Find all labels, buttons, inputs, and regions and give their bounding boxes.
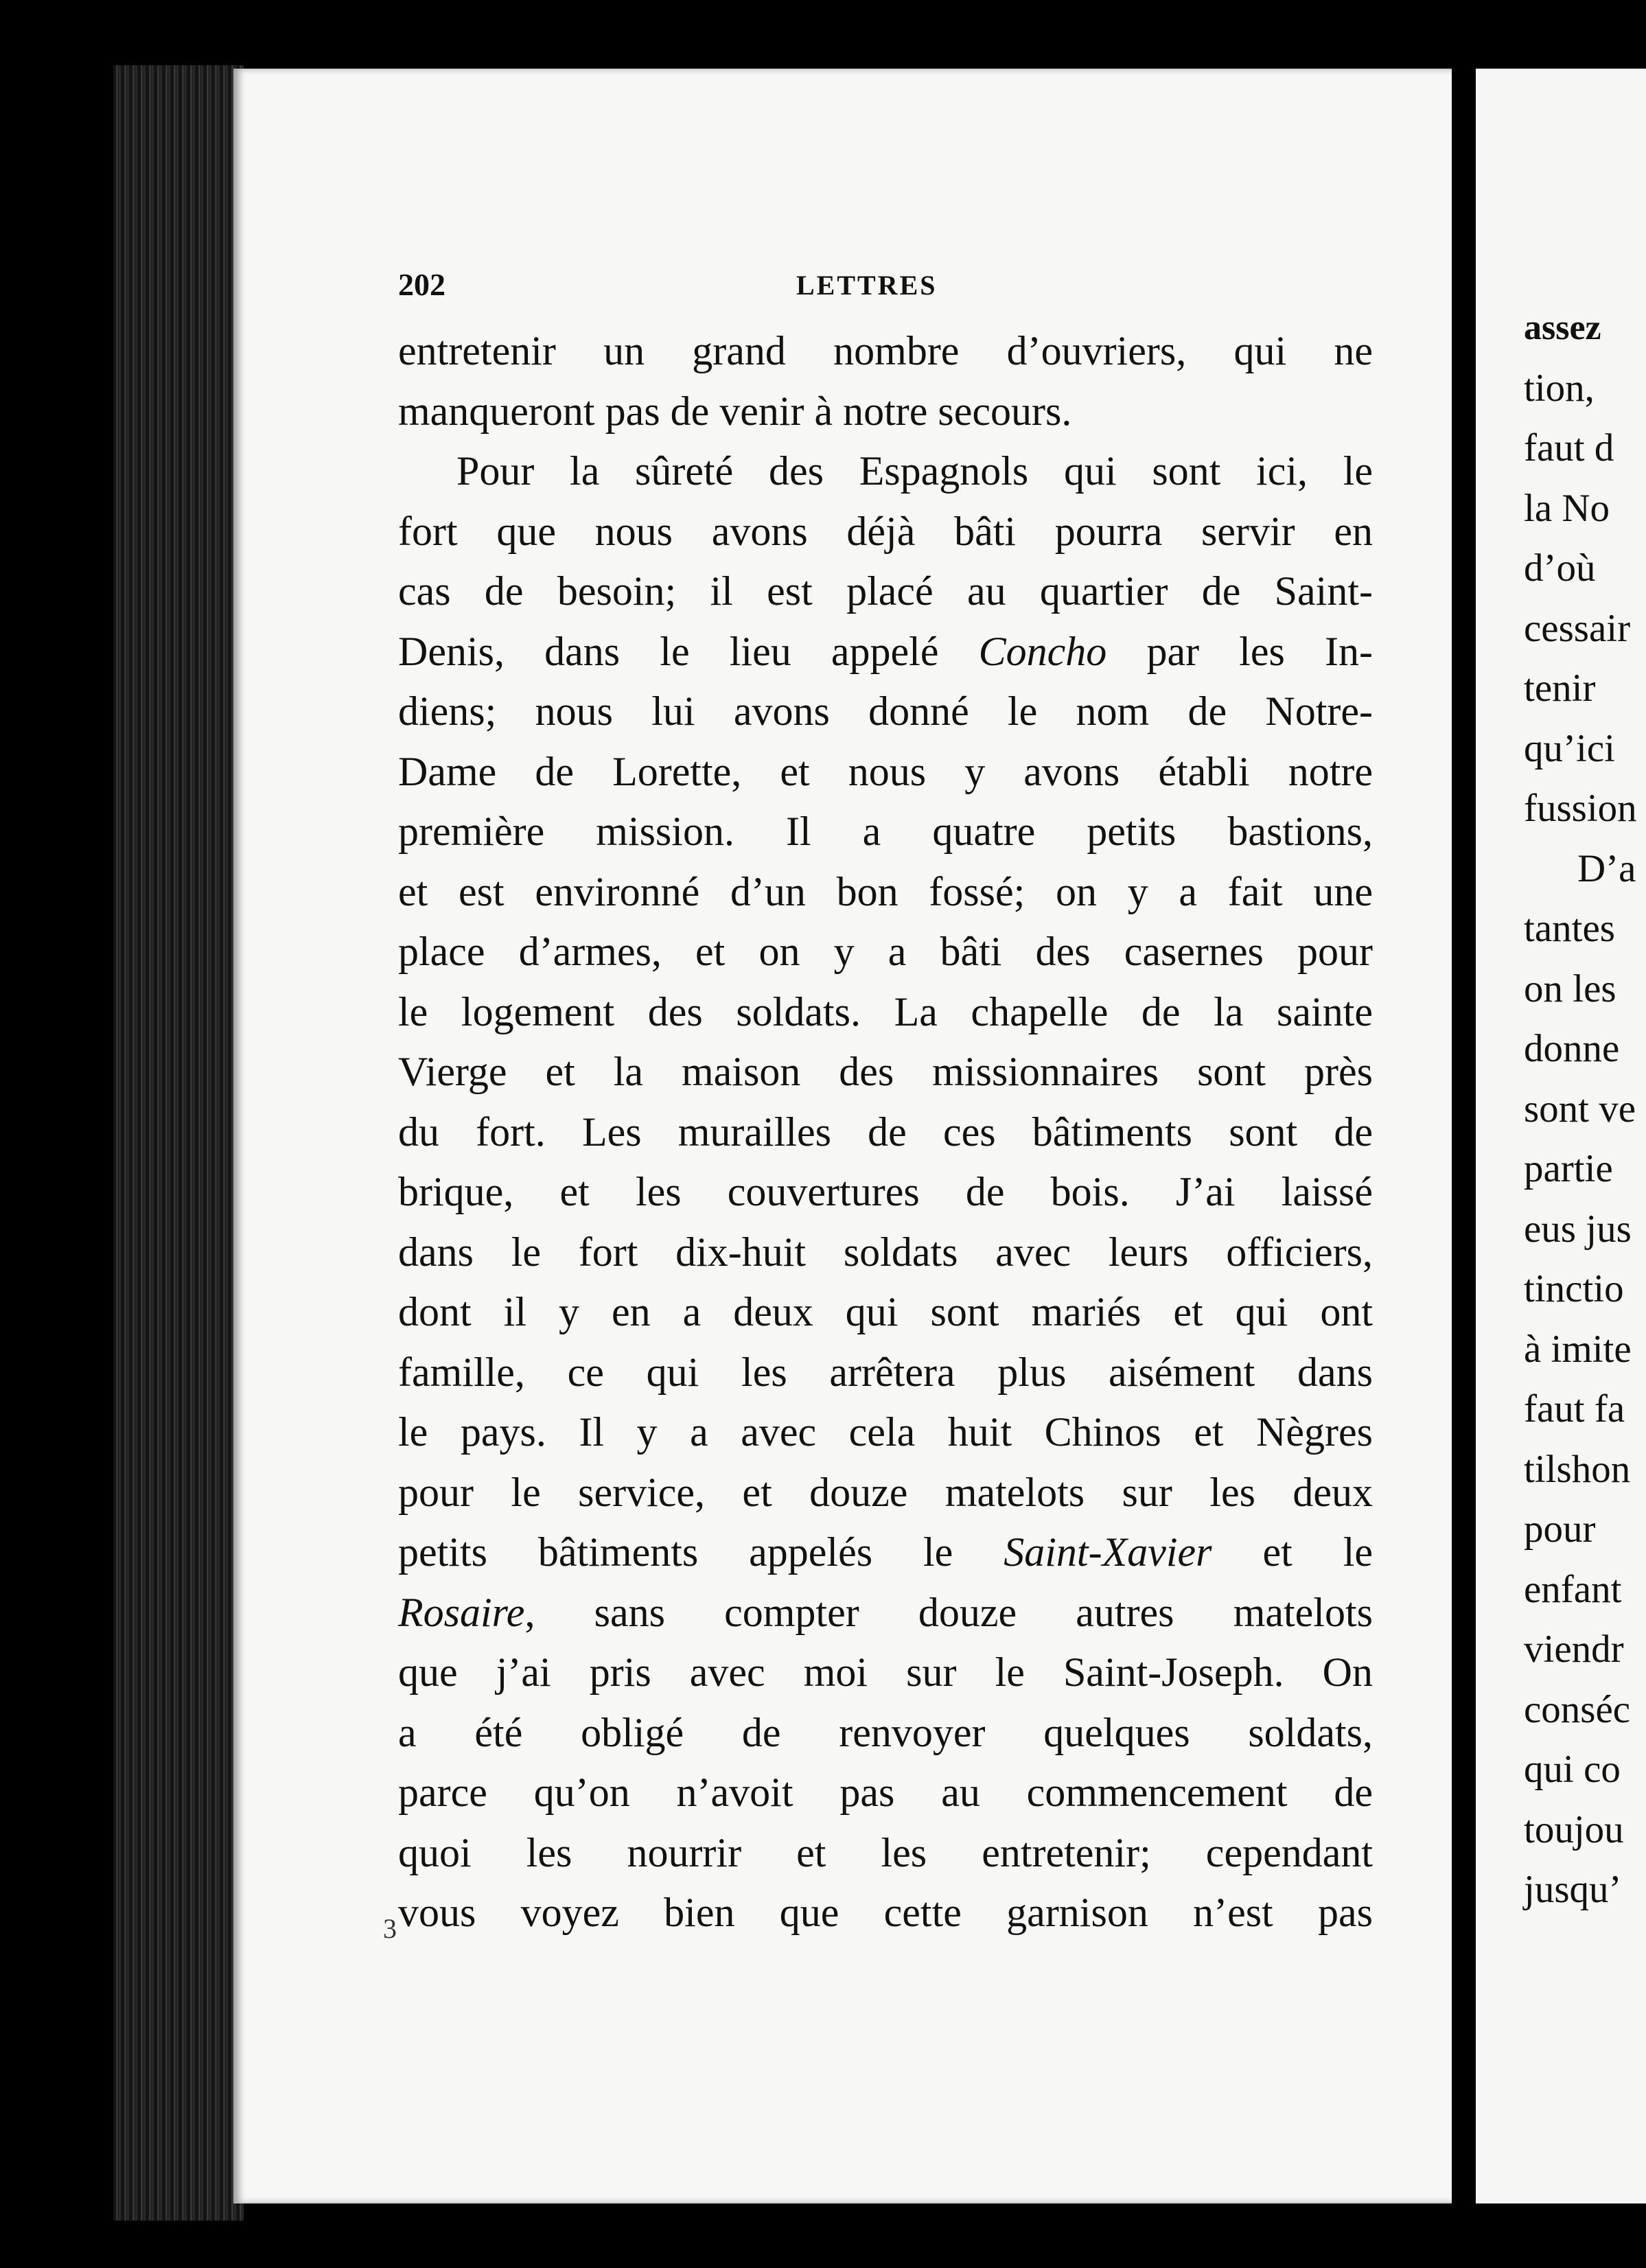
- text-line: [398, 1523, 1373, 1583]
- page-number: 202: [398, 267, 445, 302]
- text-line: jusqu’: [1524, 1868, 1622, 1911]
- italic-place-name: Concho: [978, 628, 1107, 674]
- text-line: tion,: [1524, 366, 1595, 410]
- running-title: LETTRES: [796, 270, 938, 301]
- text-line: pour le service, et douze matelots sur les deux: [398, 1469, 1373, 1515]
- text-line: pour: [1524, 1507, 1596, 1551]
- text-line: première mission. Il a quatre petits bastions,: [398, 809, 1373, 854]
- text-line: [398, 622, 1373, 682]
- text-line: à imite: [1524, 1327, 1632, 1371]
- text-line: quoi les nourrir et les entretenir; cependant: [398, 1829, 1373, 1875]
- text-line: entretenir un grand nombre d’ouvriers, qui ne: [398, 328, 1373, 373]
- text-line: dont il y en a deux qui sont mariés et qui ont: [398, 1289, 1373, 1334]
- text-line: tantes: [1524, 907, 1615, 950]
- text-line: et est environné d’un bon fossé; on y a fait une: [398, 868, 1373, 914]
- text-line: que j’ai pris avec moi sur le Saint-Joseph. On: [398, 1650, 1373, 1695]
- text-run: Denis, dans le lieu appelé: [398, 628, 979, 674]
- text-line: a été obligé de renvoyer quelques soldats,: [398, 1709, 1373, 1755]
- text-line: cas de besoin; il est placé au quartier de Saint-: [398, 568, 1373, 614]
- text-line: faut d: [1524, 426, 1614, 470]
- text-line: sont ve: [1524, 1087, 1636, 1131]
- text-line: Vierge et la maison des missionnaires sont près: [398, 1049, 1373, 1094]
- text-line: vous voyez bien que cette garnison n’est pas: [398, 1890, 1373, 1935]
- text-line: partie: [1524, 1147, 1613, 1190]
- text-line: toujou: [1524, 1807, 1624, 1851]
- text-line: fort que nous avons déjà bâti pourra servir en: [398, 508, 1373, 554]
- book-page-edges: [113, 65, 244, 2221]
- text-line: Dame de Lorette, et nous y avons établi notre: [398, 748, 1373, 794]
- paragraph-start-line: D’a: [1577, 846, 1636, 890]
- text-line: faut fa: [1524, 1387, 1625, 1431]
- text-line: famille, ce qui les arrêtera plus aisément dans: [398, 1349, 1373, 1395]
- text-line: la No: [1524, 486, 1610, 530]
- text-line: fussion: [1524, 787, 1637, 830]
- text-line: tinctio: [1524, 1267, 1624, 1310]
- text-line: tenir: [1524, 667, 1596, 710]
- text-run: , sans compter douze autres matelots: [524, 1589, 1373, 1635]
- text-run: et le: [1212, 1529, 1373, 1575]
- text-line: viendr: [1524, 1628, 1624, 1671]
- running-head: [398, 266, 1359, 308]
- text-line: [398, 1583, 1373, 1643]
- italic-ship-name: Rosaire: [398, 1589, 525, 1635]
- text-line: dans le fort dix-huit soldats avec leurs officiers,: [398, 1229, 1373, 1275]
- text-line: d’où: [1524, 546, 1596, 590]
- text-line: eus jus: [1524, 1207, 1632, 1251]
- right-page-body: [1524, 298, 1646, 1920]
- text-line: manqueront pas de venir à notre secours.: [398, 388, 1072, 434]
- text-line: tilshon: [1524, 1447, 1631, 1491]
- text-run: petits bâtiments appelés le: [398, 1529, 1004, 1575]
- italic-ship-name: Saint-Xavier: [1004, 1529, 1212, 1575]
- text-line: conséc: [1524, 1687, 1631, 1731]
- text-line: parce qu’on n’avoit pas au commencement de: [398, 1770, 1373, 1815]
- text-line: enfant: [1524, 1567, 1622, 1611]
- text-line: du fort. Les murailles de ces bâtiments sont de: [398, 1109, 1373, 1155]
- text-line: qu’ici: [1524, 726, 1615, 770]
- left-page-body: [398, 321, 1373, 1943]
- text-line: brique, et les couvertures de bois. J’ai laissé: [398, 1169, 1373, 1214]
- text-line: le pays. Il y a avec cela huit Chinos et Nègres: [398, 1409, 1373, 1455]
- text-run: par les In-: [1106, 628, 1373, 674]
- signature-mark: 3: [383, 1913, 397, 1944]
- text-line: le logement des soldats. La chapelle de la sainte: [398, 988, 1373, 1034]
- paragraph-start-line: Pour la sûreté des Espagnols qui sont ici, le: [456, 448, 1373, 494]
- text-line: donne: [1524, 1027, 1620, 1070]
- text-line: place d’armes, et on y a bâti des casernes pour: [398, 929, 1373, 974]
- text-line: qui co: [1524, 1748, 1621, 1791]
- text-line: diens; nous lui avons donné le nom de Notre-: [398, 688, 1373, 734]
- text-line: assez: [1524, 308, 1601, 347]
- text-line: on les: [1524, 967, 1616, 1010]
- text-line: cessair: [1524, 606, 1631, 650]
